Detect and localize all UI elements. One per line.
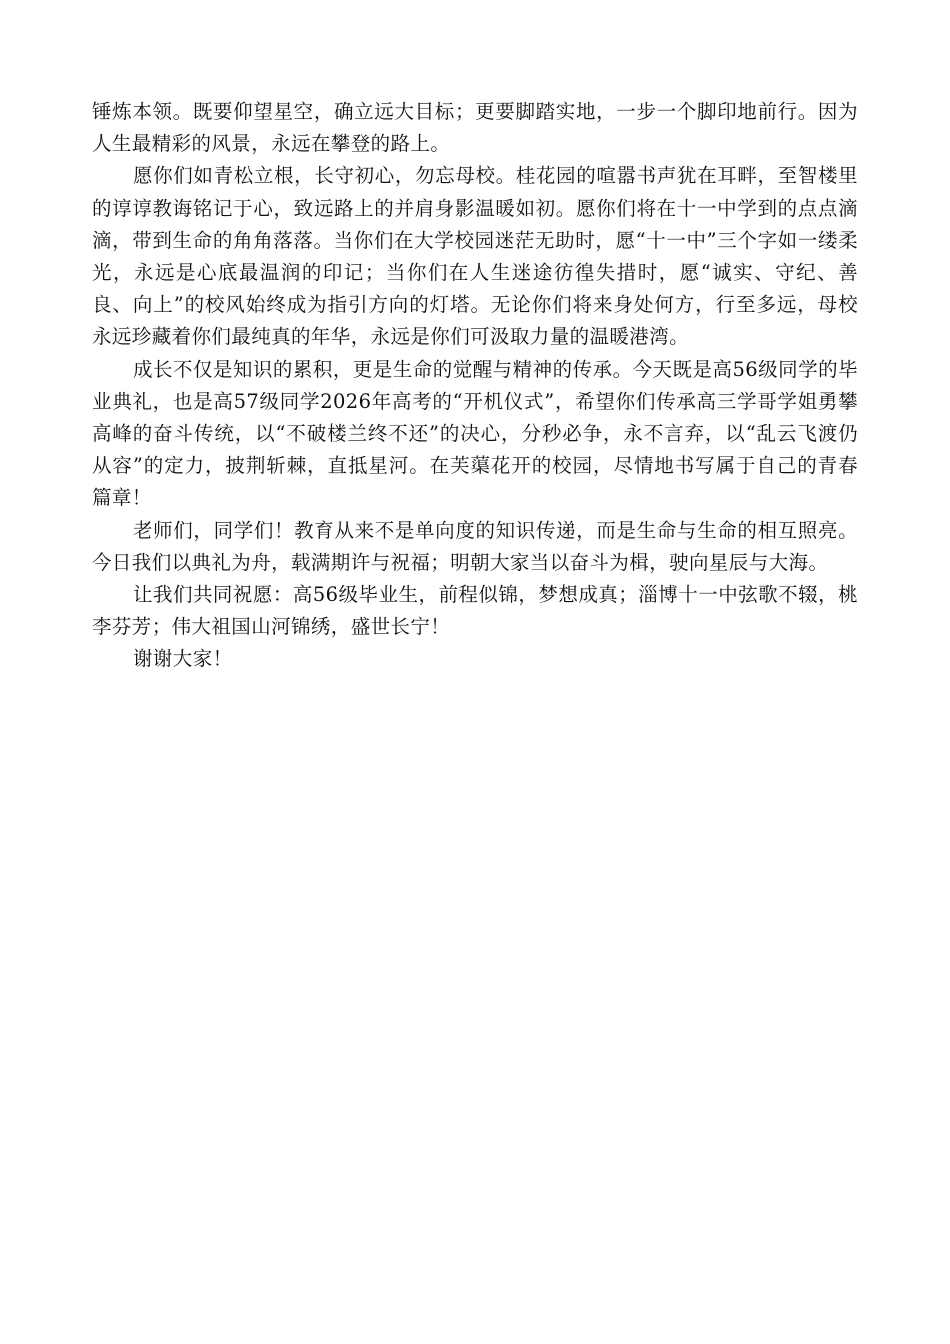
paragraph-growth: 成长不仅是知识的累积，更是生命的觉醒与精神的传承。今天既是高56级同学的毕业典礼，也是高57级同学2026年高考的“开机仪式”，希望你们传承高三学哥学姐勇攀高峰的奋斗传统，以“不破楼兰终不还”的决心，分秒必争，永不言弃，以“乱云飞渡仍从容”的定力，披荆斩棘，直抵星河。在芙蕖花开的校园，尽情地书写属于自己的青春篇章！ xyxy=(92,357,858,510)
paragraph-education: 老师们，同学们！教育从来不是单向度的知识传递，而是生命与生命的相互照亮。今日我们以典礼为舟，载满期许与祝福；明朝大家当以奋斗为楫，驶向星辰与大海。 xyxy=(92,518,858,574)
paragraph-thanks: 谢谢大家！ xyxy=(133,647,233,671)
paragraph-wishes: 让我们共同祝愿：高56级毕业生，前程似锦，梦想成真；淄博十一中弦歌不辍，桃李芬芳；伟大祖国山河锦绣，盛世长宁！ xyxy=(92,583,858,639)
paragraph-alma-mater: 愿你们如青松立根，长守初心，勿忘母校。桂花园的喧嚣书声犹在耳畔，至智楼里的谆谆教诲铭记于心，致远路上的并肩身影温暖如初。愿你们将在十一中学到的点点滴滴，带到生命的角角落落。当你们在大学校园迷茫无助时，愿“十一中”三个字如一缕柔光，永远是心底最温润的印记；当你们在人生迷途彷徨失措时，愿“诚实、守纪、善良、向上”的校风始终成为指引方向的灯塔。无论你们将来身处何方，行至多远，母校永远珍藏着你们最纯真的年华，永远是你们可汲取力量的温暖港湾。 xyxy=(92,164,858,349)
paragraph-continuation: 锤炼本领。既要仰望星空，确立远大目标；更要脚踏实地，一步一个脚印地前行。因为人生最精彩的风景，永远在攀登的路上。 xyxy=(92,100,858,156)
document-body xyxy=(92,96,858,676)
